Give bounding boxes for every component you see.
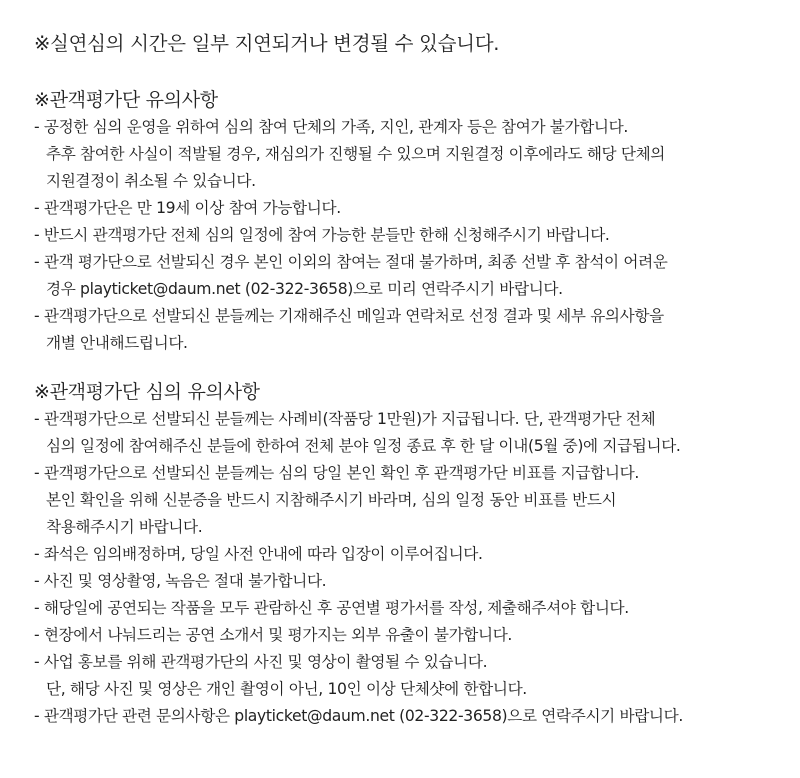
list-item [34, 568, 800, 595]
item-line: 개별 안내해드립니다. [46, 334, 188, 352]
list-item [34, 303, 800, 357]
item-line: 착용해주시기 바랍니다. [46, 518, 203, 536]
item-line: 경우 playticket@daum.net (02-322-3658)으로 미리 연락주시기 바랍니다. [46, 280, 563, 298]
schedule-notice: ※실연심의 시간은 일부 지연되거나 변경될 수 있습니다. [34, 32, 500, 55]
list-item [34, 622, 800, 649]
item-line: - 관객 평가단으로 선발되신 경우 본인 이외의 참여는 절대 불가하며, 최종 선발 후 참석이 어려운 [34, 253, 668, 271]
list-item [34, 222, 800, 249]
item-line: - 관객평가단 관련 문의사항은 playticket@daum.net (02-322-3658)으로 연락주시기 바랍니다. [34, 707, 683, 725]
list-item [34, 703, 800, 730]
item-line: 심의 일정에 참여해주신 분들에 한하여 전체 분야 일정 종료 후 한 달 이내(5월 중)에 지급됩니다. [46, 437, 681, 455]
section-title: ※관객평가단 심의 유의사항 [34, 381, 260, 403]
item-line: - 좌석은 임의배정하며, 당일 사전 안내에 따라 입장이 이루어집니다. [34, 545, 483, 563]
item-line: - 관객평가단으로 선발되신 분들께는 기재해주신 메일과 연락처로 선정 결과 및 세부 유의사항을 [34, 307, 664, 325]
item-line: 단, 해당 사진 및 영상은 개인 촬영이 아닌, 10인 이상 단체샷에 한합니다. [46, 680, 527, 698]
list-item [34, 541, 800, 568]
item-line: - 사진 및 영상촬영, 녹음은 절대 불가합니다. [34, 572, 327, 590]
item-line: 본인 확인을 위해 신분증을 반드시 지참해주시기 바라며, 심의 일정 동안 비표를 반드시 [46, 491, 617, 509]
list-item [34, 114, 800, 195]
audience-panel-notes-section [34, 86, 800, 357]
list-item [34, 460, 800, 541]
item-line: - 관객평가단은 만 19세 이상 참여 가능합니다. [34, 199, 341, 217]
list-item [34, 406, 800, 460]
notes-list [34, 406, 800, 730]
list-item [34, 649, 800, 703]
item-line: - 관객평가단으로 선발되신 분들께는 심의 당일 본인 확인 후 관객평가단 비표를 지급합니다. [34, 464, 639, 482]
item-line: - 관객평가단으로 선발되신 분들께는 사례비(작품당 1만원)가 지급됩니다. 단, 관객평가단 전체 [34, 410, 656, 428]
item-line: - 해당일에 공연되는 작품을 모두 관람하신 후 공연별 평가서를 작성, 제출해주셔야 합니다. [34, 599, 629, 617]
item-line: - 공정한 심의 운영을 위하여 심의 참여 단체의 가족, 지인, 관계자 등은 참여가 불가합니다. [34, 118, 628, 136]
item-line: - 현장에서 나눠드리는 공연 소개서 및 평가지는 외부 유출이 불가합니다. [34, 626, 513, 644]
notes-list [34, 114, 800, 357]
item-line: 지원결정이 취소될 수 있습니다. [46, 172, 256, 190]
list-item [34, 595, 800, 622]
item-line: - 사업 홍보를 위해 관객평가단의 사진 및 영상이 촬영될 수 있습니다. [34, 653, 488, 671]
section-title: ※관객평가단 유의사항 [34, 89, 218, 111]
item-line: - 반드시 관객평가단 전체 심의 일정에 참여 가능한 분들만 한해 신청해주시기 바랍니다. [34, 226, 610, 244]
audience-panel-review-notes-section [34, 378, 800, 730]
list-item [34, 195, 800, 222]
list-item [34, 249, 800, 303]
item-line: 추후 참여한 사실이 적발될 경우, 재심의가 진행될 수 있으며 지원결정 이후에라도 해당 단체의 [46, 145, 666, 163]
